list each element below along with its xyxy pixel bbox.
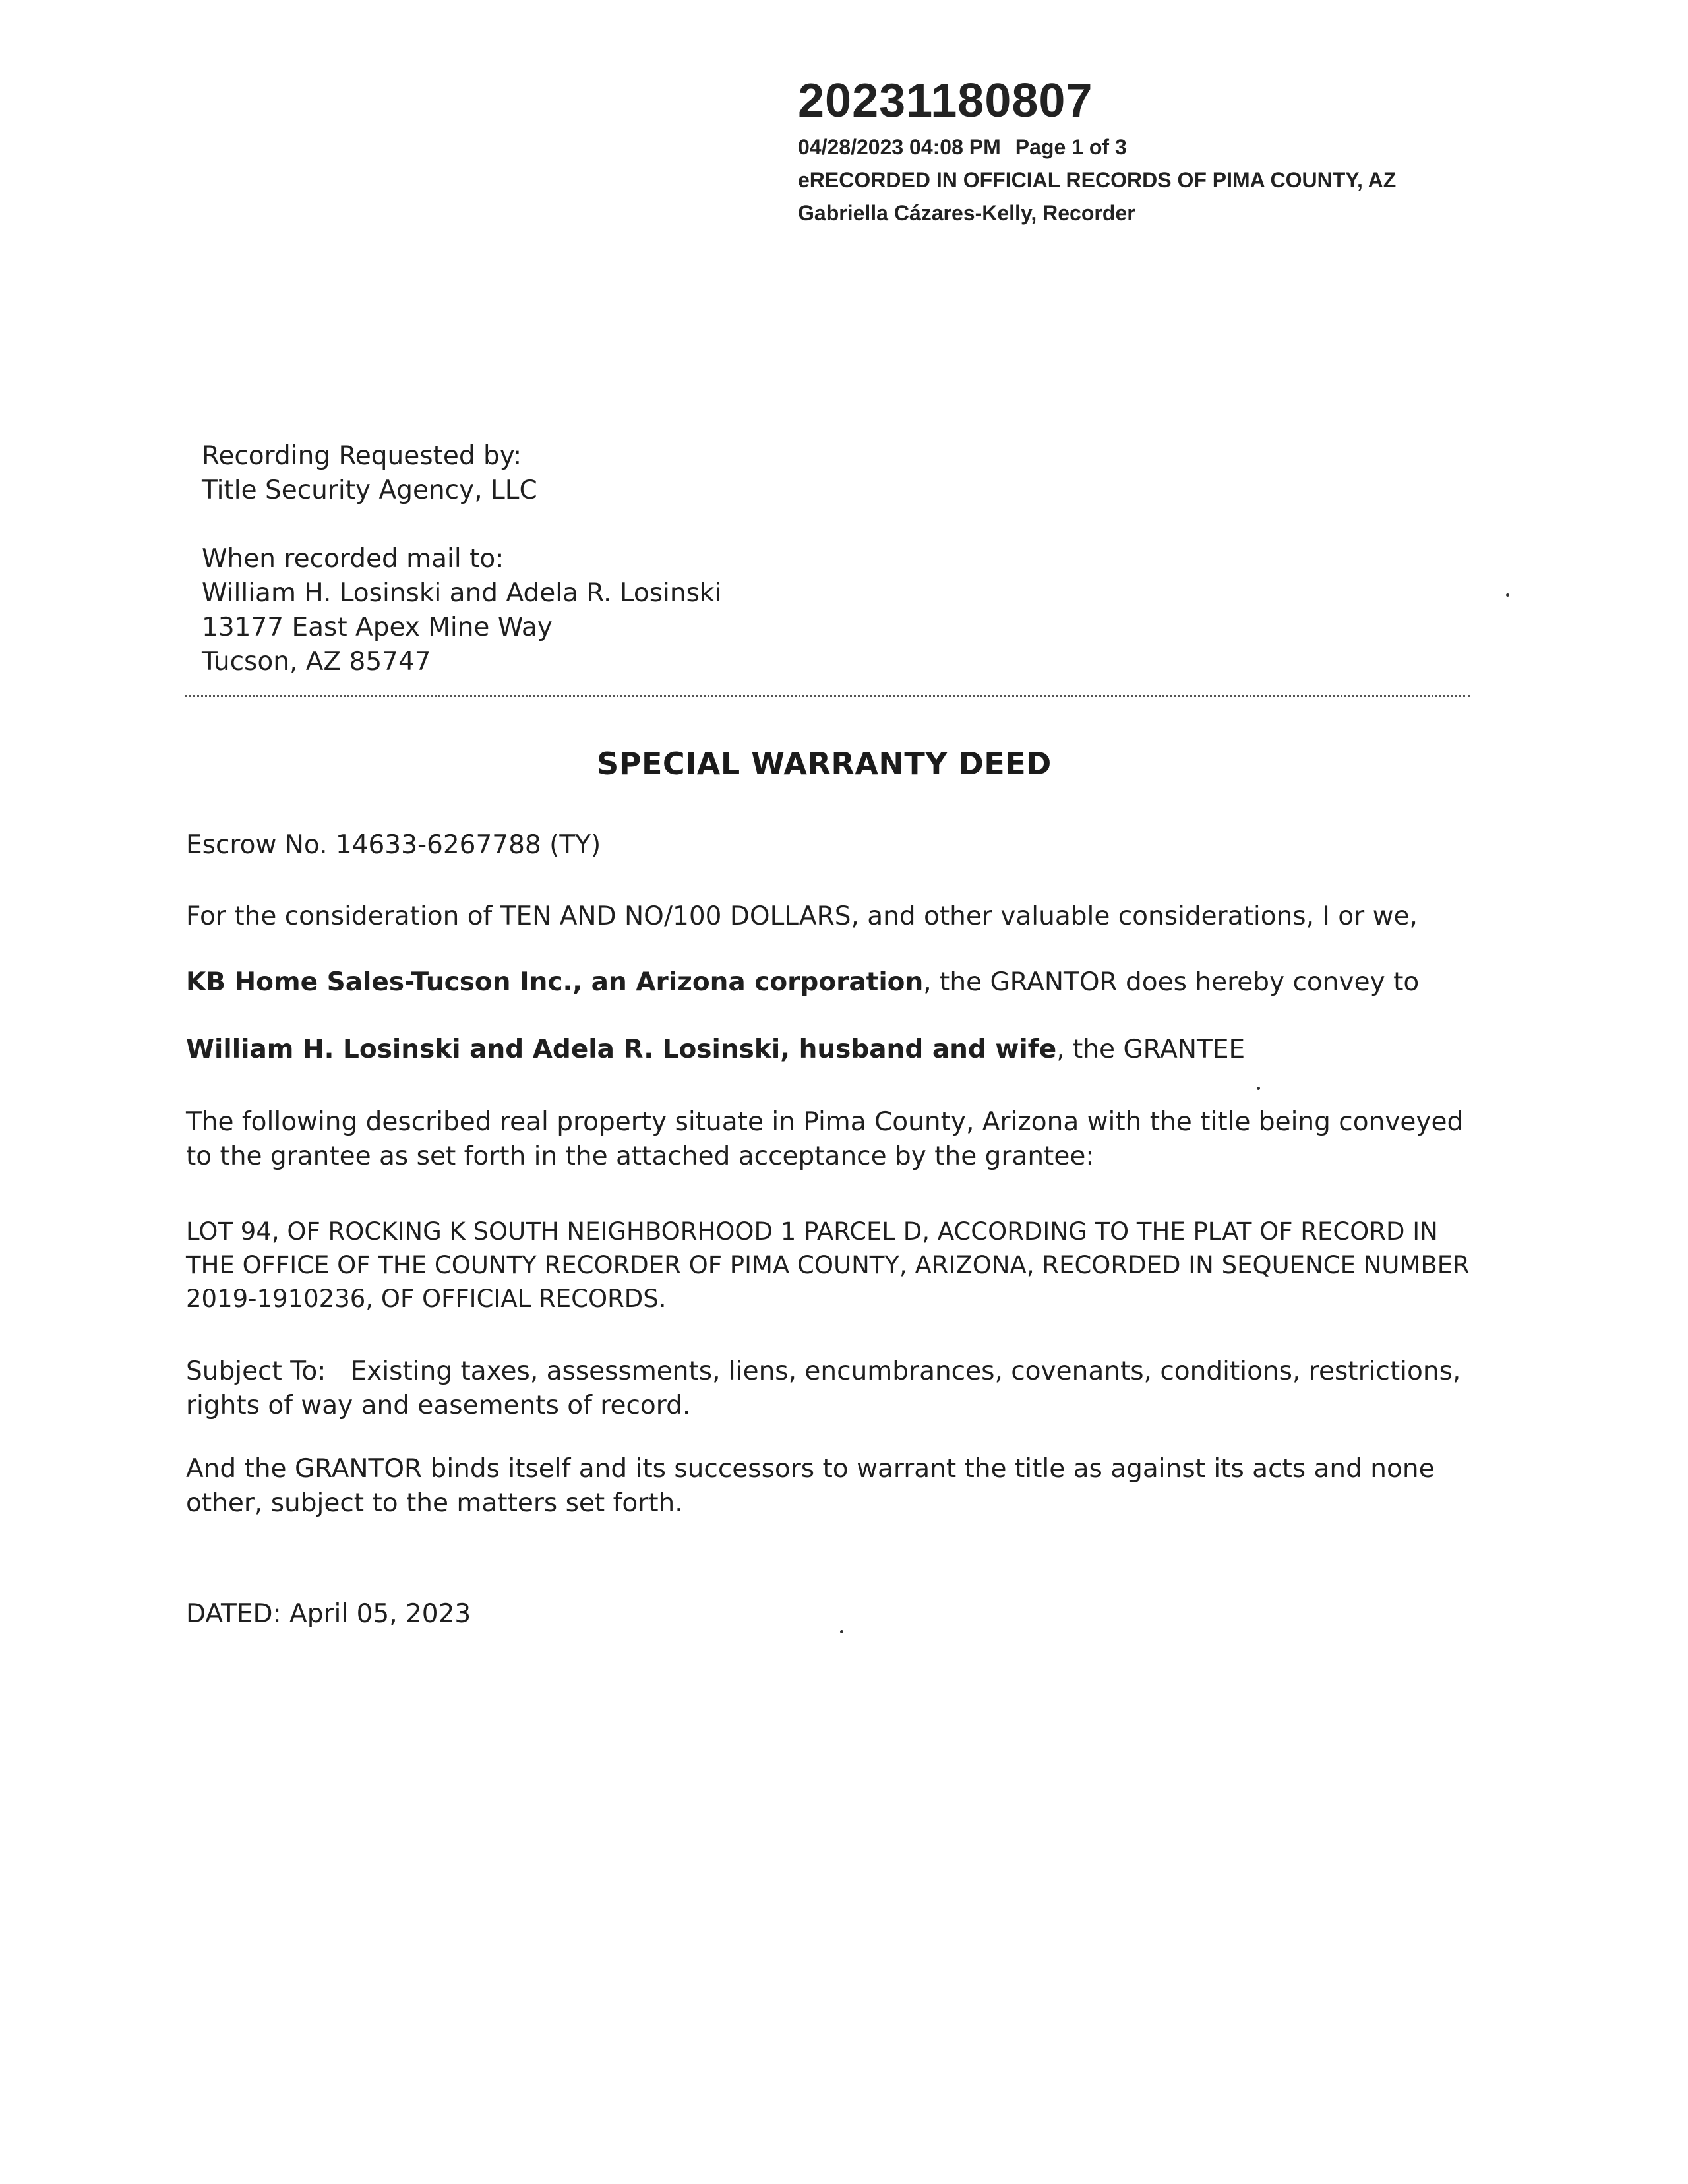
recorder-name: Gabriella Cázares-Kelly, Recorder xyxy=(798,201,1135,225)
recording-datetime: 04/28/2023 04:08 PM xyxy=(798,135,1001,159)
grantor-suffix: , the GRANTOR does hereby convey to xyxy=(923,967,1420,997)
grantee-clause xyxy=(186,1033,1478,1067)
subject-to-text: Existing taxes, assessments, liens, encumbrances, covenants, conditions, restrictions, rights of way and easements of record. xyxy=(186,1356,1461,1420)
consideration-clause: For the consideration of TEN AND NO/100 DOLLARS, and other valuable considerations, I or we, xyxy=(186,901,1418,931)
grantor-name: KB Home Sales-Tucson Inc., an Arizona corporation xyxy=(186,967,924,997)
subject-to-label: Subject To: xyxy=(186,1356,326,1386)
divider-line xyxy=(185,695,1470,697)
escrow-number: Escrow No. 14633-6267788 (TY) xyxy=(186,830,601,860)
scan-speck xyxy=(1257,1087,1260,1090)
scan-speck xyxy=(1506,593,1509,597)
legal-description: LOT 94, OF ROCKING K SOUTH NEIGHBORHOOD 1 PARCEL D, ACCORDING TO THE PLAT OF RECORD IN THE OFFICE OF THE COUNTY RECORDER OF PIMA COUNTY, ARIZONA, RECORDED IN SEQUENCE NUMBER 2019-1910236, OF OFFICIAL RECORDS. xyxy=(186,1217,1470,1313)
scan-speck xyxy=(840,1630,843,1633)
mail-to-street: 13177 East Apex Mine Way xyxy=(202,613,553,642)
grantee-suffix: , the GRANTEE xyxy=(1056,1035,1246,1064)
recording-datetime-line xyxy=(798,131,1396,164)
grantee-name: William H. Losinski and Adela R. Losinski, husband and wife xyxy=(186,1035,1057,1064)
recording-stamp xyxy=(798,71,1396,229)
property-intro: The following described real property situate in Pima County, Arizona with the title being conveyed to the grantee as set forth in the attached acceptance by the grantee: xyxy=(186,1107,1464,1171)
mail-to-label: When recorded mail to: xyxy=(202,544,504,574)
page-info: Page 1 of 3 xyxy=(1015,135,1127,159)
subject-to-clause xyxy=(186,1354,1478,1423)
recording-requested-name: Title Security Agency, LLC xyxy=(202,475,537,505)
mail-to-names: William H. Losinski and Adela R. Losinski xyxy=(202,578,722,608)
recorded-line: eRECORDED IN OFFICIAL RECORDS OF PIMA COUNTY, AZ xyxy=(798,168,1397,192)
grantor-clause xyxy=(186,965,1478,1000)
document-number: 20231180807 xyxy=(798,75,1093,127)
mail-to-city: Tucson, AZ 85747 xyxy=(202,647,431,677)
document-title: SPECIAL WARRANTY DEED xyxy=(597,746,1052,781)
recording-requested-block xyxy=(202,439,537,508)
mail-to-block xyxy=(202,542,721,679)
recording-requested-label: Recording Requested by: xyxy=(202,441,522,471)
warranty-clause: And the GRANTOR binds itself and its successors to warrant the title as against its acts and none other, subject to the matters set forth. xyxy=(186,1454,1435,1518)
dated-line: DATED: April 05, 2023 xyxy=(186,1599,471,1629)
